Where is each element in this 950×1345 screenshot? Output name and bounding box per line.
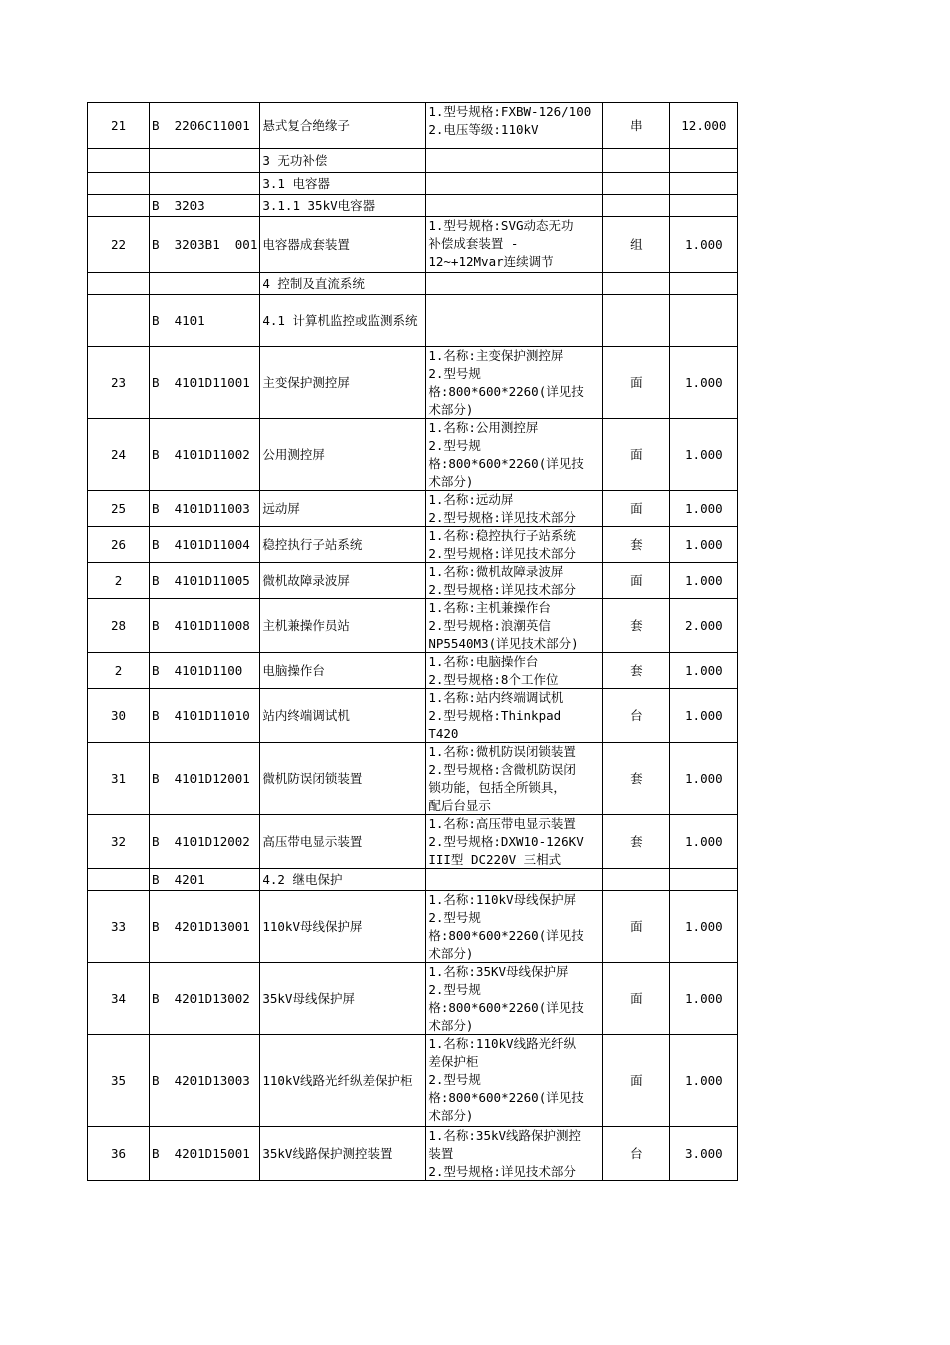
item-name-cell: 110kV线路光纤纵差保护柜 (260, 1035, 426, 1127)
spec-cell (426, 599, 603, 653)
item-name-cell: 3.1 电容器 (260, 173, 426, 195)
item-name-cell: 110kV母线保护屏 (260, 891, 426, 963)
table-row (88, 347, 738, 419)
quantity-cell: 1.000 (670, 419, 738, 491)
quantity-cell (670, 149, 738, 173)
table-row (88, 173, 738, 195)
spec-cell (426, 149, 603, 173)
spec-cell (426, 563, 603, 599)
spec-line: 2.型号规 (428, 438, 481, 453)
unit-cell: 组 (603, 217, 670, 273)
spec-line: 补偿成套装置 - (428, 236, 519, 251)
spec-line: 格:800*600*2260(详见技 (428, 1090, 584, 1105)
unit-cell: 串 (603, 103, 670, 149)
table-row (88, 491, 738, 527)
quantity-cell: 1.000 (670, 653, 738, 689)
quantity-cell: 1.000 (670, 217, 738, 273)
item-name-cell: 稳控执行子站系统 (260, 527, 426, 563)
item-code-cell: B 4101D12001 (150, 743, 260, 815)
spec-line: 1.名称:微机故障录波屏 (428, 564, 564, 579)
spec-line: NP5540M3(详见技术部分) (428, 636, 579, 651)
table-row (88, 891, 738, 963)
spec-line: 1.名称:主变保护测控屏 (428, 348, 564, 363)
quantity-cell: 1.000 (670, 563, 738, 599)
quantity-cell: 1.000 (670, 527, 738, 563)
table-row (88, 743, 738, 815)
item-name-cell: 35kV母线保护屏 (260, 963, 426, 1035)
spec-line: 术部分) (428, 1108, 474, 1123)
row-number-cell (88, 149, 150, 173)
item-code-cell: B 4101D11010 (150, 689, 260, 743)
spec-line: 1.名称:35kV线路保护测控 (428, 1128, 582, 1143)
quantity-cell (670, 273, 738, 295)
table-row (88, 1127, 738, 1181)
item-code-cell: B 4101D11005 (150, 563, 260, 599)
spec-line: 2.型号规格:详见技术部分 (428, 510, 576, 525)
spec-line: 2.型号规格:详见技术部分 (428, 582, 576, 597)
spec-line: 格:800*600*2260(详见技 (428, 928, 584, 943)
item-code-cell: B 4101 (150, 295, 260, 347)
spec-line: 1.名称:微机防误闭锁装置 (428, 744, 576, 759)
table-row (88, 103, 738, 149)
item-name-cell: 微机防误闭锁装置 (260, 743, 426, 815)
table-row (88, 599, 738, 653)
bill-of-quantities-table (87, 102, 738, 1181)
unit-cell (603, 195, 670, 217)
spec-line: 2.型号规格:Thinkpad (428, 708, 562, 723)
spec-line: 术部分) (428, 474, 474, 489)
spec-cell (426, 815, 603, 869)
item-code-cell: B 4101D11003 (150, 491, 260, 527)
unit-cell: 套 (603, 527, 670, 563)
spec-cell (426, 1035, 603, 1127)
row-number-cell: 25 (88, 491, 150, 527)
spec-line: 12~+12Mvar连续调节 (428, 254, 554, 269)
unit-cell: 面 (603, 1035, 670, 1127)
unit-cell: 面 (603, 491, 670, 527)
spec-line: 2.型号规格:含微机防误闭 (428, 762, 576, 777)
table-row (88, 419, 738, 491)
spec-line: 1.型号规格:FXBW-126/100 (428, 104, 592, 119)
row-number-cell: 24 (88, 419, 150, 491)
item-name-cell: 悬式复合绝缘子 (260, 103, 426, 149)
spec-line: 1.名称:站内终端调试机 (428, 690, 564, 705)
spec-line: 1.名称:稳控执行子站系统 (428, 528, 576, 543)
unit-cell: 面 (603, 891, 670, 963)
item-code-cell: B 4101D12002 (150, 815, 260, 869)
unit-cell: 面 (603, 563, 670, 599)
item-code-cell: B 2206C11001 (150, 103, 260, 149)
row-number-cell: 22 (88, 217, 150, 273)
spec-cell (426, 653, 603, 689)
item-code-cell (150, 149, 260, 173)
table-row (88, 653, 738, 689)
table-row (88, 689, 738, 743)
unit-cell: 套 (603, 653, 670, 689)
table-row (88, 149, 738, 173)
row-number-cell: 33 (88, 891, 150, 963)
table-row (88, 195, 738, 217)
quantity-cell: 2.000 (670, 599, 738, 653)
spec-cell (426, 1127, 603, 1181)
table-row (88, 527, 738, 563)
spec-cell (426, 103, 603, 149)
item-name-cell: 电脑操作台 (260, 653, 426, 689)
spec-cell (426, 743, 603, 815)
unit-cell: 面 (603, 963, 670, 1035)
item-code-cell: B 4201D15001 (150, 1127, 260, 1181)
table-row (88, 869, 738, 891)
item-name-cell: 微机故障录波屏 (260, 563, 426, 599)
quantity-cell: 1.000 (670, 1035, 738, 1127)
spec-cell (426, 217, 603, 273)
row-number-cell (88, 173, 150, 195)
item-code-cell: B 3203 (150, 195, 260, 217)
spec-cell (426, 891, 603, 963)
unit-cell: 套 (603, 815, 670, 869)
spec-line: 装置 (428, 1146, 454, 1161)
row-number-cell: 36 (88, 1127, 150, 1181)
spec-line: 1.名称:远动屏 (428, 492, 514, 507)
quantity-cell: 1.000 (670, 891, 738, 963)
spec-cell (426, 527, 603, 563)
row-number-cell (88, 869, 150, 891)
spec-line: 锁功能，包括全所锁具， (428, 780, 566, 795)
spec-line: 1.名称:110kV线路光纤纵 (428, 1036, 577, 1051)
spec-line: 差保护柜 (428, 1054, 479, 1069)
spec-cell (426, 195, 603, 217)
unit-cell (603, 295, 670, 347)
item-name-cell: 4.2 继电保护 (260, 869, 426, 891)
row-number-cell (88, 295, 150, 347)
spec-cell (426, 173, 603, 195)
spec-line: 配后台显示 (428, 798, 491, 813)
spec-cell (426, 419, 603, 491)
item-name-cell: 主变保护测控屏 (260, 347, 426, 419)
spec-line: 1.型号规格:SVG动态无功 (428, 218, 574, 233)
item-code-cell: B 4101D1100 (150, 653, 260, 689)
item-code-cell (150, 273, 260, 295)
row-number-cell: 32 (88, 815, 150, 869)
table-row (88, 563, 738, 599)
spec-line: 格:800*600*2260(详见技 (428, 384, 584, 399)
quantity-cell (670, 869, 738, 891)
item-name-cell: 4.1 计算机监控或监测系统 (260, 295, 426, 347)
spec-line: 1.名称:35KV母线保护屏 (428, 964, 569, 979)
quantity-cell: 1.000 (670, 743, 738, 815)
item-name-cell: 公用测控屏 (260, 419, 426, 491)
item-name-cell: 站内终端调试机 (260, 689, 426, 743)
quantity-cell: 12.000 (670, 103, 738, 149)
spec-line: 2.型号规 (428, 366, 481, 381)
unit-cell: 台 (603, 1127, 670, 1181)
spec-line: 2.型号规 (428, 910, 481, 925)
quantity-cell (670, 173, 738, 195)
spec-line: 2.型号规格:8个工作位 (428, 672, 559, 687)
quantity-cell (670, 195, 738, 217)
row-number-cell: 2 (88, 563, 150, 599)
spec-line: 2.型号规 (428, 982, 481, 997)
item-code-cell: B 4101D11004 (150, 527, 260, 563)
table-row (88, 963, 738, 1035)
spec-cell (426, 347, 603, 419)
spec-line: 1.名称:110kV母线保护屏 (428, 892, 577, 907)
spec-line: 格:800*600*2260(详见技 (428, 1000, 584, 1015)
table-row (88, 217, 738, 273)
quantity-cell: 1.000 (670, 491, 738, 527)
item-name-cell: 4 控制及直流系统 (260, 273, 426, 295)
spec-cell (426, 869, 603, 891)
table-body (88, 103, 738, 1181)
item-code-cell: B 4201D13001 (150, 891, 260, 963)
spec-cell (426, 963, 603, 1035)
spec-line: 2.型号规格:详见技术部分 (428, 1164, 576, 1179)
spec-line: III型 DC220V 三相式 (428, 852, 562, 867)
unit-cell (603, 273, 670, 295)
spec-cell (426, 689, 603, 743)
item-name-cell: 3 无功补偿 (260, 149, 426, 173)
table-row (88, 295, 738, 347)
item-code-cell: B 3203B1 001 (150, 217, 260, 273)
spec-line: 2.型号规格:浪潮英信 (428, 618, 551, 633)
row-number-cell: 2 (88, 653, 150, 689)
table-row (88, 815, 738, 869)
item-code-cell: B 4201D13003 (150, 1035, 260, 1127)
spec-line: 术部分) (428, 946, 474, 961)
table-row (88, 273, 738, 295)
item-code-cell: B 4201D13002 (150, 963, 260, 1035)
unit-cell: 面 (603, 419, 670, 491)
item-code-cell: B 4101D11001 (150, 347, 260, 419)
spec-line: 1.名称:主机兼操作台 (428, 600, 551, 615)
item-name-cell: 远动屏 (260, 491, 426, 527)
item-name-cell: 高压带电显示装置 (260, 815, 426, 869)
unit-cell (603, 869, 670, 891)
unit-cell: 套 (603, 743, 670, 815)
row-number-cell: 23 (88, 347, 150, 419)
spec-line: 2.电压等级:110kV (428, 122, 539, 137)
unit-cell: 面 (603, 347, 670, 419)
quantity-cell: 3.000 (670, 1127, 738, 1181)
unit-cell: 台 (603, 689, 670, 743)
quantity-cell: 1.000 (670, 689, 738, 743)
item-name-cell: 电容器成套装置 (260, 217, 426, 273)
row-number-cell: 28 (88, 599, 150, 653)
row-number-cell: 34 (88, 963, 150, 1035)
row-number-cell: 35 (88, 1035, 150, 1127)
item-name-cell: 主机兼操作员站 (260, 599, 426, 653)
item-code-cell (150, 173, 260, 195)
spec-cell (426, 295, 603, 347)
spec-cell (426, 491, 603, 527)
unit-cell (603, 173, 670, 195)
item-code-cell: B 4101D11002 (150, 419, 260, 491)
item-name-cell: 35kV线路保护测控装置 (260, 1127, 426, 1181)
unit-cell (603, 149, 670, 173)
spec-line: T420 (428, 726, 459, 741)
table-row (88, 1035, 738, 1127)
quantity-cell (670, 295, 738, 347)
row-number-cell: 31 (88, 743, 150, 815)
item-code-cell: B 4201 (150, 869, 260, 891)
unit-cell: 套 (603, 599, 670, 653)
item-name-cell: 3.1.1 35kV电容器 (260, 195, 426, 217)
quantity-cell: 1.000 (670, 815, 738, 869)
spec-line: 2.型号规格:DXW10-126KV (428, 834, 584, 849)
spec-line: 术部分) (428, 402, 474, 417)
spec-line: 1.名称:公用测控屏 (428, 420, 539, 435)
row-number-cell (88, 195, 150, 217)
quantity-cell: 1.000 (670, 963, 738, 1035)
row-number-cell: 30 (88, 689, 150, 743)
quantity-cell: 1.000 (670, 347, 738, 419)
row-number-cell: 21 (88, 103, 150, 149)
spec-line: 2.型号规格:详见技术部分 (428, 546, 576, 561)
spec-line: 格:800*600*2260(详见技 (428, 456, 584, 471)
row-number-cell (88, 273, 150, 295)
spec-line: 1.名称:电脑操作台 (428, 654, 539, 669)
spec-cell (426, 273, 603, 295)
item-code-cell: B 4101D11008 (150, 599, 260, 653)
spec-line: 1.名称:高压带电显示装置 (428, 816, 576, 831)
row-number-cell: 26 (88, 527, 150, 563)
spec-line: 2.型号规 (428, 1072, 481, 1087)
spec-line: 术部分) (428, 1018, 474, 1033)
